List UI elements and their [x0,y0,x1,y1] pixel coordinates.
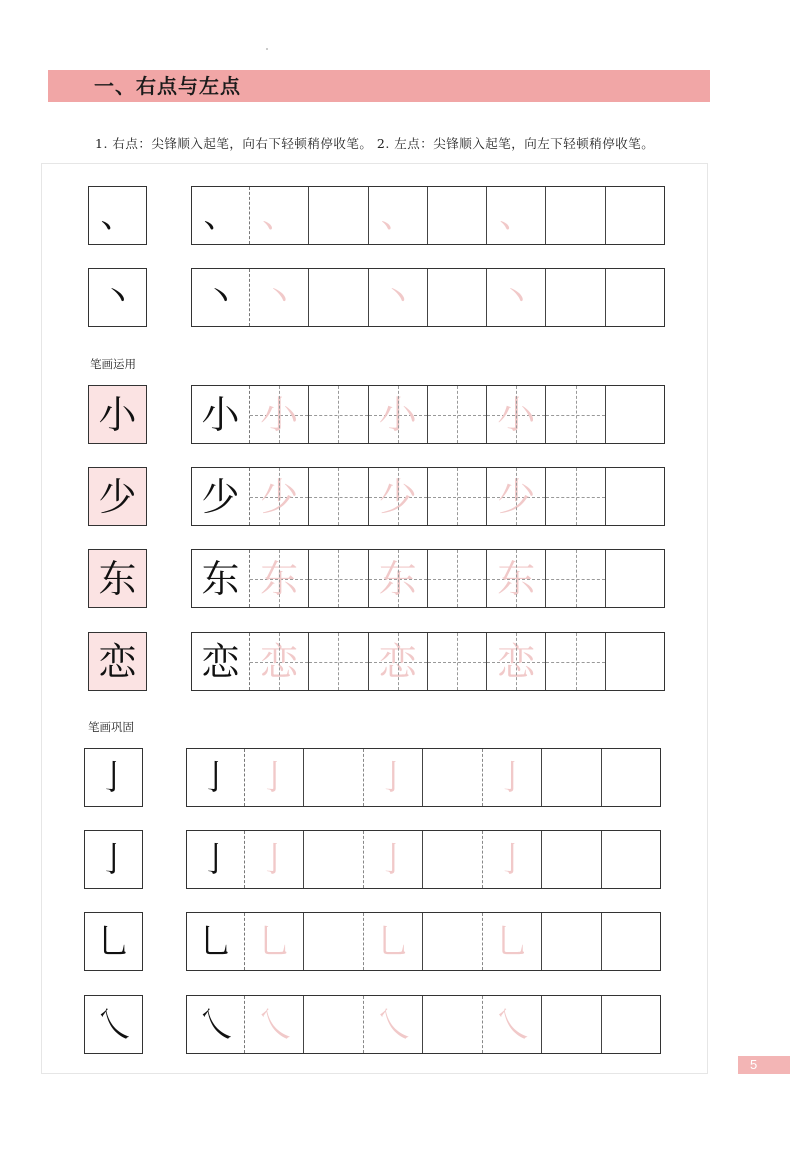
trace-char: 东 [497,556,536,601]
reference-char: 亅 [198,839,233,880]
trace-cell[interactable] [483,913,542,970]
trace-cell[interactable] [369,550,428,607]
reference-cell [187,996,245,1053]
trace-char: 东 [378,556,417,601]
practice-cell[interactable] [309,633,368,690]
model-char: 小 [98,392,137,437]
reference-cell [192,386,250,443]
reference-char: 丶 [203,277,238,318]
practice-row [186,830,661,889]
trace-char: 、 [262,195,297,236]
practice-cell[interactable] [606,187,664,244]
trace-cell[interactable] [369,386,428,443]
model-box [88,268,147,327]
trace-char: 、 [380,195,415,236]
trace-char: 亅 [257,757,292,798]
section-label-usage: 笔画运用 [90,357,136,371]
reference-cell [192,468,250,525]
trace-char: 、 [499,195,534,236]
trace-cell[interactable] [250,468,309,525]
trace-cell[interactable] [250,269,309,326]
practice-row [191,268,665,327]
scan-speck [266,48,268,50]
practice-cell[interactable] [546,550,605,607]
practice-cell[interactable] [546,187,605,244]
practice-cell[interactable] [606,269,664,326]
model-box [84,912,143,971]
trace-char: 亅 [257,839,292,880]
practice-cell[interactable] [606,550,664,607]
model-box [84,748,143,807]
trace-cell[interactable] [487,633,546,690]
practice-cell[interactable] [542,749,601,806]
trace-cell[interactable] [364,831,423,888]
trace-cell[interactable] [483,749,542,806]
reference-cell [192,550,250,607]
reference-cell [192,269,250,326]
trace-char: 乚 [494,921,529,962]
trace-cell[interactable] [245,913,304,970]
trace-char: 乀 [376,1004,411,1045]
trace-char: 东 [260,556,299,601]
practice-row [191,385,665,444]
trace-char: 恋 [378,639,417,684]
trace-char: 小 [260,392,299,437]
practice-cell[interactable] [423,996,482,1053]
trace-cell[interactable] [483,996,542,1053]
practice-cell[interactable] [602,831,660,888]
model-box [84,830,143,889]
practice-row [186,912,661,971]
trace-cell[interactable] [245,749,304,806]
reference-cell [192,633,250,690]
practice-cell[interactable] [304,749,363,806]
trace-cell[interactable] [250,187,309,244]
reference-char: 东 [201,556,240,601]
trace-cell[interactable] [487,269,546,326]
trace-cell[interactable] [369,468,428,525]
practice-cell[interactable] [309,550,368,607]
trace-cell[interactable] [487,386,546,443]
model-box [84,995,143,1054]
practice-cell[interactable] [309,269,368,326]
practice-row [186,995,661,1054]
practice-cell[interactable] [606,633,664,690]
practice-cell[interactable] [428,468,487,525]
trace-char: 恋 [260,639,299,684]
model-char: 亅 [96,757,131,798]
trace-cell[interactable] [487,187,546,244]
practice-row [191,467,665,526]
reference-char: 小 [201,392,240,437]
model-char: 东 [98,556,137,601]
trace-char: 乚 [257,921,292,962]
practice-cell[interactable] [606,468,664,525]
page-number: 5 [738,1056,790,1074]
model-box [88,186,147,245]
trace-char: 亅 [494,757,529,798]
practice-row [191,186,665,245]
trace-cell[interactable] [483,831,542,888]
section-label-consolidate: 笔画巩固 [88,720,134,734]
trace-char: 丶 [380,277,415,318]
model-char: 、 [100,195,135,236]
trace-cell[interactable] [364,749,423,806]
practice-cell[interactable] [546,633,605,690]
practice-cell[interactable] [602,749,660,806]
practice-cell[interactable] [304,831,363,888]
practice-cell[interactable] [309,187,368,244]
practice-cell[interactable] [423,913,482,970]
practice-cell[interactable] [428,550,487,607]
stroke-instructions: 1. 右点：尖锋顺入起笔，向右下轻顿稍停收笔。 2. 左点：尖锋顺入起笔，向左下轻顿稍停收笔。 [95,136,655,151]
model-box [88,632,147,691]
practice-cell[interactable] [428,269,487,326]
model-char: 丶 [100,277,135,318]
practice-row [191,632,665,691]
trace-char: 小 [378,392,417,437]
trace-cell[interactable] [487,468,546,525]
practice-cell[interactable] [428,187,487,244]
practice-cell[interactable] [542,913,601,970]
trace-char: 恋 [497,639,536,684]
practice-cell[interactable] [423,831,482,888]
trace-char: 少 [497,474,536,519]
section-title: 一、右点与左点 [94,74,241,98]
trace-char: 亅 [376,839,411,880]
model-char: 乚 [96,921,131,962]
practice-cell[interactable] [309,386,368,443]
practice-cell[interactable] [542,996,601,1053]
trace-char: 乚 [376,921,411,962]
model-box [88,549,147,608]
reference-char: 少 [201,474,240,519]
trace-cell[interactable] [250,386,309,443]
practice-cell[interactable] [428,633,487,690]
model-box [88,385,147,444]
model-char: 亅 [96,839,131,880]
trace-cell[interactable] [369,633,428,690]
model-box [88,467,147,526]
trace-char: 丶 [499,277,534,318]
trace-cell[interactable] [364,913,423,970]
practice-cell[interactable] [546,269,605,326]
trace-char: 少 [260,474,299,519]
model-char: 恋 [98,639,137,684]
reference-char: 乀 [198,1004,233,1045]
trace-char: 亅 [376,757,411,798]
trace-char: 丶 [262,277,297,318]
model-char: 乀 [96,1004,131,1045]
practice-cell[interactable] [602,996,660,1053]
reference-cell [187,749,245,806]
trace-char: 亅 [494,839,529,880]
trace-cell[interactable] [250,633,309,690]
practice-cell[interactable] [428,386,487,443]
trace-cell[interactable] [250,550,309,607]
practice-cell[interactable] [546,386,605,443]
trace-cell[interactable] [487,550,546,607]
reference-char: 亅 [198,757,233,798]
practice-cell[interactable] [304,913,363,970]
reference-cell [187,913,245,970]
practice-cell[interactable] [546,468,605,525]
practice-cell[interactable] [309,468,368,525]
trace-char: 小 [497,392,536,437]
trace-cell[interactable] [364,996,423,1053]
reference-char: 恋 [201,639,240,684]
trace-cell[interactable] [369,187,428,244]
reference-cell [187,831,245,888]
reference-cell [192,187,250,244]
trace-cell[interactable] [245,831,304,888]
practice-row [186,748,661,807]
practice-cell[interactable] [423,749,482,806]
model-char: 少 [98,474,137,519]
trace-cell[interactable] [369,269,428,326]
practice-cell[interactable] [606,386,664,443]
practice-cell[interactable] [542,831,601,888]
practice-cell[interactable] [304,996,363,1053]
practice-cell[interactable] [602,913,660,970]
trace-char: 少 [378,474,417,519]
trace-char: 乀 [257,1004,292,1045]
reference-char: 乚 [198,921,233,962]
trace-char: 乀 [494,1004,529,1045]
practice-row [191,549,665,608]
trace-cell[interactable] [245,996,304,1053]
reference-char: 、 [203,195,238,236]
